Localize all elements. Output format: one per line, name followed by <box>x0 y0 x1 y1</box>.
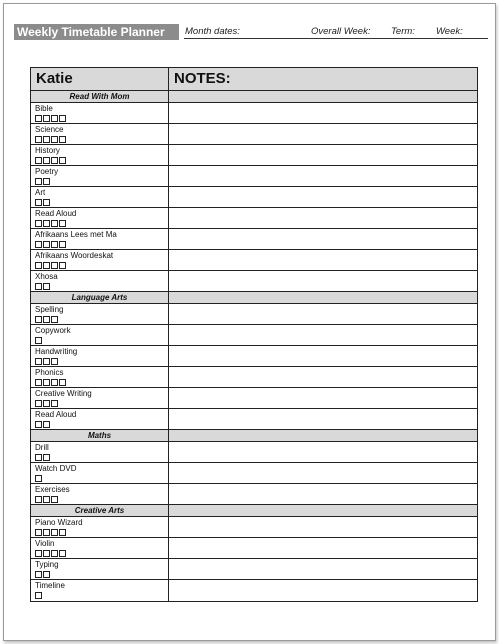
notes-cell[interactable] <box>169 271 477 291</box>
subject-cell <box>31 409 169 429</box>
subject-label: Bible <box>35 104 53 113</box>
checkbox-group <box>35 115 66 122</box>
tick-checkbox[interactable] <box>59 379 66 386</box>
subject-cell <box>31 271 169 291</box>
checkbox-group <box>35 379 66 386</box>
tick-checkbox[interactable] <box>51 241 58 248</box>
subject-cell <box>31 442 169 462</box>
tick-checkbox[interactable] <box>43 496 50 503</box>
page-frame <box>3 3 496 641</box>
section-header-row <box>31 91 477 103</box>
subject-cell <box>31 388 169 408</box>
subject-row <box>31 346 477 367</box>
tick-checkbox[interactable] <box>51 550 58 557</box>
subject-row <box>31 388 477 409</box>
tick-checkbox[interactable] <box>35 592 42 599</box>
tick-checkbox[interactable] <box>59 157 66 164</box>
subject-label: Afrikaans Woordeskat <box>35 251 114 260</box>
checkbox-group <box>35 136 66 143</box>
notes-cell[interactable] <box>169 250 477 270</box>
subject-row <box>31 124 477 145</box>
subject-row <box>31 271 477 292</box>
subject-label: Poetry <box>35 167 59 176</box>
notes-cell[interactable] <box>169 484 477 504</box>
subject-row <box>31 484 477 505</box>
subject-label: Exercises <box>35 485 70 494</box>
week-label: Week: <box>436 26 463 37</box>
subject-row <box>31 166 477 187</box>
subject-row <box>31 250 477 271</box>
checkbox-group <box>35 316 58 323</box>
subject-label: Science <box>35 125 64 134</box>
subject-cell <box>31 103 169 123</box>
notes-cell[interactable] <box>169 187 477 207</box>
section-title: Creative Arts <box>31 505 169 516</box>
subject-cell <box>31 484 169 504</box>
subject-label: Creative Writing <box>35 389 92 398</box>
tick-checkbox[interactable] <box>43 358 50 365</box>
subject-label: Read Aloud <box>35 209 77 218</box>
tick-checkbox[interactable] <box>51 496 58 503</box>
subject-row <box>31 145 477 166</box>
notes-cell[interactable] <box>169 442 477 462</box>
tick-checkbox[interactable] <box>43 454 50 461</box>
tick-checkbox[interactable] <box>35 262 42 269</box>
tick-checkbox[interactable] <box>35 379 42 386</box>
subject-label: Phonics <box>35 368 64 377</box>
subject-row <box>31 367 477 388</box>
tick-checkbox[interactable] <box>35 220 42 227</box>
notes-cell[interactable] <box>169 145 477 165</box>
subject-cell <box>31 538 169 558</box>
notes-cell[interactable] <box>169 166 477 186</box>
subject-cell <box>31 145 169 165</box>
subject-cell <box>31 517 169 537</box>
subject-label: Piano Wizard <box>35 518 83 527</box>
section-title: Language Arts <box>31 292 169 303</box>
tick-checkbox[interactable] <box>35 316 42 323</box>
section-header-row <box>31 430 477 442</box>
notes-cell[interactable] <box>169 388 477 408</box>
subject-row <box>31 187 477 208</box>
tick-checkbox[interactable] <box>35 421 42 428</box>
subject-row <box>31 208 477 229</box>
planner-rows <box>31 91 477 601</box>
checkbox-group <box>35 241 66 248</box>
tick-checkbox[interactable] <box>35 496 42 503</box>
tick-checkbox[interactable] <box>35 178 42 185</box>
planner-table <box>30 67 478 602</box>
checkbox-group <box>35 220 66 227</box>
tick-checkbox[interactable] <box>51 379 58 386</box>
tick-checkbox[interactable] <box>43 529 50 536</box>
notes-cell[interactable] <box>169 229 477 249</box>
tick-checkbox[interactable] <box>51 316 58 323</box>
planner-header <box>14 24 489 40</box>
tick-checkbox[interactable] <box>43 550 50 557</box>
subject-row <box>31 409 477 430</box>
checkbox-group <box>35 496 58 503</box>
tick-checkbox[interactable] <box>59 262 66 269</box>
notes-cell[interactable] <box>169 538 477 558</box>
notes-cell[interactable] <box>169 103 477 123</box>
checkbox-group <box>35 550 66 557</box>
tick-checkbox[interactable] <box>43 199 50 206</box>
checkbox-group <box>35 475 42 482</box>
subject-label: Drill <box>35 443 49 452</box>
subject-cell <box>31 463 169 483</box>
checkbox-group <box>35 454 50 461</box>
tick-checkbox[interactable] <box>35 358 42 365</box>
checkbox-group <box>35 592 42 599</box>
subject-cell <box>31 187 169 207</box>
tick-checkbox[interactable] <box>59 136 66 143</box>
tick-checkbox[interactable] <box>35 454 42 461</box>
subject-label: Read Aloud <box>35 410 77 419</box>
section-header-row <box>31 292 477 304</box>
subject-cell <box>31 229 169 249</box>
tick-checkbox[interactable] <box>35 136 42 143</box>
tick-checkbox[interactable] <box>43 136 50 143</box>
tick-checkbox[interactable] <box>43 283 50 290</box>
section-title: Read With Mom <box>31 91 169 102</box>
checkbox-group <box>35 262 66 269</box>
checkbox-group <box>35 157 66 164</box>
subject-label: Watch DVD <box>35 464 77 473</box>
tick-checkbox[interactable] <box>35 283 42 290</box>
tick-checkbox[interactable] <box>51 136 58 143</box>
notes-cell[interactable] <box>169 124 477 144</box>
checkbox-group <box>35 283 50 290</box>
tick-checkbox[interactable] <box>35 157 42 164</box>
tick-checkbox[interactable] <box>35 571 42 578</box>
subject-label: History <box>35 146 60 155</box>
section-notes-cell <box>169 430 477 441</box>
subject-cell <box>31 250 169 270</box>
tick-checkbox[interactable] <box>43 262 50 269</box>
checkbox-group <box>35 571 50 578</box>
header-underline <box>184 38 488 39</box>
subject-label: Copywork <box>35 326 71 335</box>
tick-checkbox[interactable] <box>51 115 58 122</box>
section-notes-cell <box>169 292 477 303</box>
subject-cell <box>31 124 169 144</box>
tick-checkbox[interactable] <box>35 550 42 557</box>
tick-checkbox[interactable] <box>35 241 42 248</box>
notes-cell[interactable] <box>169 580 477 601</box>
subject-label: Handwriting <box>35 347 78 356</box>
subject-cell <box>31 559 169 579</box>
month-dates-label: Month dates: <box>185 26 240 37</box>
tick-checkbox[interactable] <box>59 241 66 248</box>
subject-row <box>31 304 477 325</box>
subject-cell <box>31 325 169 345</box>
tick-checkbox[interactable] <box>43 157 50 164</box>
subject-label: Xhosa <box>35 272 58 281</box>
tick-checkbox[interactable] <box>35 400 42 407</box>
subject-row <box>31 517 477 538</box>
subject-row <box>31 559 477 580</box>
tick-checkbox[interactable] <box>43 115 50 122</box>
page-title: Weekly Timetable Planner <box>14 24 179 40</box>
notes-cell[interactable] <box>169 208 477 228</box>
notes-cell[interactable] <box>169 409 477 429</box>
tick-checkbox[interactable] <box>51 157 58 164</box>
subject-label: Spelling <box>35 305 64 314</box>
subject-cell <box>31 346 169 366</box>
tick-checkbox[interactable] <box>51 262 58 269</box>
subject-row <box>31 229 477 250</box>
term-label: Term: <box>391 26 415 37</box>
subject-row <box>31 325 477 346</box>
tick-checkbox[interactable] <box>51 358 58 365</box>
tick-checkbox[interactable] <box>35 115 42 122</box>
notes-cell[interactable] <box>169 325 477 345</box>
notes-cell[interactable] <box>169 463 477 483</box>
checkbox-group <box>35 199 50 206</box>
notes-cell[interactable] <box>169 559 477 579</box>
tick-checkbox[interactable] <box>51 220 58 227</box>
tick-checkbox[interactable] <box>59 550 66 557</box>
checkbox-group <box>35 178 50 185</box>
overall-week-label: Overall Week: <box>311 26 371 37</box>
subject-cell <box>31 208 169 228</box>
tick-checkbox[interactable] <box>43 241 50 248</box>
checkbox-group <box>35 337 42 344</box>
subject-cell <box>31 367 169 387</box>
tick-checkbox[interactable] <box>43 178 50 185</box>
notes-cell[interactable] <box>169 367 477 387</box>
subject-label: Timeline <box>35 581 65 590</box>
subject-label: Afrikaans Lees met Ma <box>35 230 117 239</box>
subject-label: Art <box>35 188 46 197</box>
tick-checkbox[interactable] <box>35 529 42 536</box>
checkbox-group <box>35 358 58 365</box>
notes-heading: NOTES: <box>174 70 231 87</box>
subject-cell <box>31 166 169 186</box>
notes-cell[interactable] <box>169 517 477 537</box>
tick-checkbox[interactable] <box>43 421 50 428</box>
tick-checkbox[interactable] <box>43 400 50 407</box>
subject-cell <box>31 580 169 601</box>
subject-row <box>31 103 477 124</box>
planner-head-row <box>31 68 477 91</box>
section-header-row <box>31 505 477 517</box>
notes-cell[interactable] <box>169 304 477 324</box>
tick-checkbox[interactable] <box>43 316 50 323</box>
tick-checkbox[interactable] <box>51 529 58 536</box>
tick-checkbox[interactable] <box>51 400 58 407</box>
subject-row <box>31 442 477 463</box>
section-notes-cell <box>169 505 477 516</box>
tick-checkbox[interactable] <box>43 220 50 227</box>
tick-checkbox[interactable] <box>59 529 66 536</box>
subject-row <box>31 463 477 484</box>
tick-checkbox[interactable] <box>43 379 50 386</box>
tick-checkbox[interactable] <box>43 571 50 578</box>
subject-row <box>31 538 477 559</box>
student-name: Katie <box>31 68 169 90</box>
checkbox-group <box>35 421 50 428</box>
checkbox-group <box>35 529 66 536</box>
subject-row <box>31 580 477 601</box>
tick-checkbox[interactable] <box>59 115 66 122</box>
subject-label: Violin <box>35 539 55 548</box>
tick-checkbox[interactable] <box>35 337 42 344</box>
tick-checkbox[interactable] <box>59 220 66 227</box>
subject-cell <box>31 304 169 324</box>
checkbox-group <box>35 400 58 407</box>
tick-checkbox[interactable] <box>35 475 42 482</box>
section-title: Maths <box>31 430 169 441</box>
tick-checkbox[interactable] <box>35 199 42 206</box>
section-notes-cell <box>169 91 477 102</box>
subject-label: Typing <box>35 560 59 569</box>
notes-cell[interactable] <box>169 346 477 366</box>
